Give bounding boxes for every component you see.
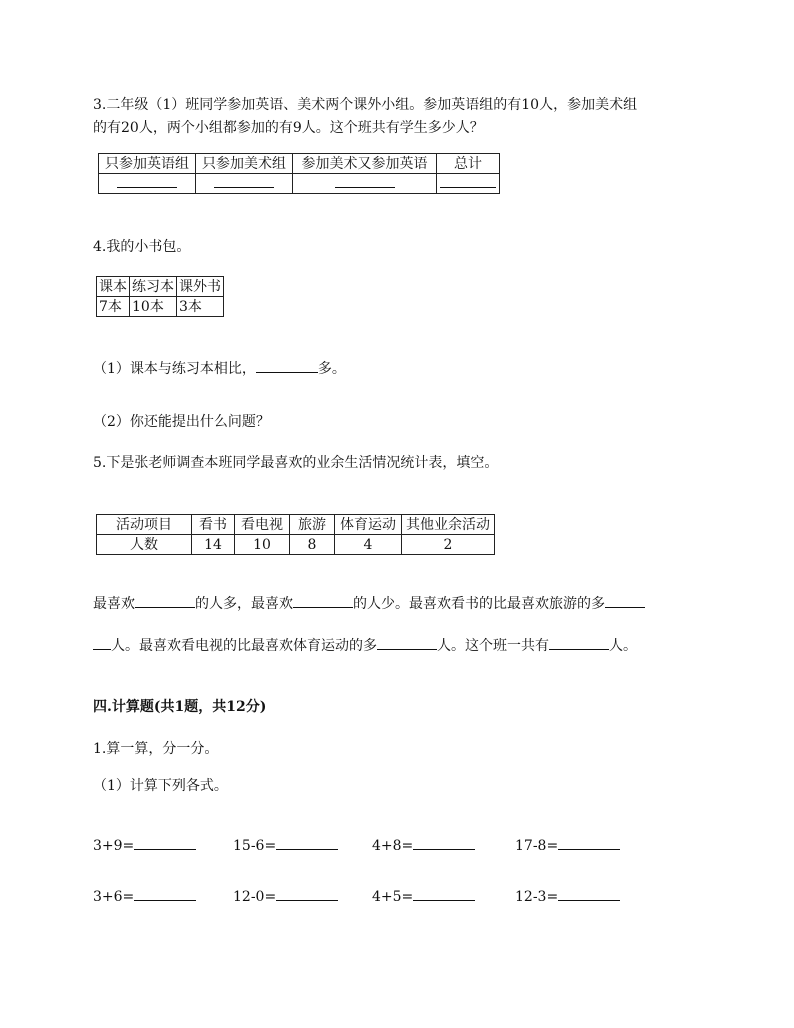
q5-header-other: 其他业余活动	[402, 515, 495, 535]
q4-value-textbook: 7本	[97, 297, 130, 317]
calc-item	[233, 885, 338, 907]
q3-header-art-only: 只参加美术组	[196, 154, 293, 174]
calc-item	[93, 885, 196, 907]
q3-answer-english-only[interactable]	[99, 174, 196, 194]
calc-expression: 4+5=	[372, 889, 414, 905]
q5-blank-tv-vs-sports[interactable]	[377, 634, 437, 650]
calc-answer-blank[interactable]	[413, 834, 475, 850]
q4-title: 4.我的小书包。	[93, 239, 191, 255]
q5-title: 5.下是张老师调查本班同学最喜欢的业余生活情况统计表，填空。	[93, 455, 499, 471]
q5-count-tv: 10	[235, 535, 290, 555]
q5-table	[96, 514, 495, 555]
q4-header-textbook: 课本	[97, 277, 130, 297]
q5-header-activity: 活动项目	[97, 515, 192, 535]
calc-item	[372, 834, 475, 856]
q5-text-e: 人。这个班一共有	[437, 638, 549, 654]
q5-text-a: 最喜欢	[93, 596, 135, 612]
section4-q1: 1.算一算，分一分。	[93, 741, 219, 757]
q3-answer-total[interactable]	[437, 174, 500, 194]
q3-text-line1: 3.二年级（1）班同学参加英语、美术两个课外小组。参加英语组的有10人，参加美术组	[93, 97, 638, 113]
q3-answer-art-only[interactable]	[196, 174, 293, 194]
calc-expression: 17-8=	[515, 838, 559, 854]
calc-item	[515, 834, 620, 856]
q4-sub1-blank[interactable]	[256, 357, 318, 373]
q4-value-extra-book: 3本	[177, 297, 224, 317]
q5-text-d: 人。最喜欢看电视的比最喜欢体育运动的多	[111, 638, 377, 654]
q3-table	[98, 153, 500, 194]
q5-text-f: 人。	[609, 638, 637, 654]
calc-expression: 3+6=	[93, 889, 135, 905]
q5-blank-least[interactable]	[293, 592, 353, 608]
q5-blank-reading-vs-travel-cont[interactable]	[93, 634, 111, 650]
q4-header-extra-book: 课外书	[177, 277, 224, 297]
q5-count-other: 2	[402, 535, 495, 555]
q3-header-both: 参加美术又参加英语	[293, 154, 437, 174]
calc-answer-blank[interactable]	[276, 885, 338, 901]
section4-heading: 四.计算题(共1题，共12分)	[93, 699, 267, 715]
q3-header-total: 总计	[437, 154, 500, 174]
q3-header-english-only: 只参加英语组	[99, 154, 196, 174]
q5-text-c: 的人少。最喜欢看书的比最喜欢旅游的多	[353, 596, 605, 612]
q4-sub1-prefix: （1）课本与练习本相比，	[93, 361, 256, 377]
q5-blank-reading-vs-travel[interactable]	[605, 592, 645, 608]
calc-answer-blank[interactable]	[558, 834, 620, 850]
calc-expression: 3+9=	[93, 838, 135, 854]
calc-item	[515, 885, 620, 907]
calc-answer-blank[interactable]	[134, 885, 196, 901]
q5-header-tv: 看电视	[235, 515, 290, 535]
calc-item	[233, 834, 338, 856]
q5-paragraph-line2	[93, 634, 637, 656]
section4-sub1: （1）计算下列各式。	[93, 778, 228, 794]
calc-expression: 15-6=	[233, 838, 277, 854]
q5-label-count: 人数	[97, 535, 192, 555]
q5-count-sports: 4	[335, 535, 402, 555]
calc-expression: 12-0=	[233, 889, 277, 905]
q5-blank-class-total[interactable]	[549, 634, 609, 650]
calc-answer-blank[interactable]	[276, 834, 338, 850]
q4-sub1	[93, 357, 346, 379]
q4-value-exercise-book: 10本	[130, 297, 177, 317]
q4-sub1-suffix: 多。	[317, 361, 346, 377]
calc-expression: 4+8=	[372, 838, 414, 854]
q5-count-reading: 14	[192, 535, 235, 555]
q4-sub2: （2）你还能提出什么问题？	[93, 414, 270, 430]
calc-item	[372, 885, 475, 907]
q5-header-sports: 体育运动	[335, 515, 402, 535]
q5-text-b: 的人多，最喜欢	[195, 596, 293, 612]
q4-header-exercise-book: 练习本	[130, 277, 177, 297]
calc-answer-blank[interactable]	[413, 885, 475, 901]
q5-paragraph-line1	[93, 592, 645, 614]
calc-item	[93, 834, 196, 856]
calc-answer-blank[interactable]	[558, 885, 620, 901]
q5-blank-most[interactable]	[135, 592, 195, 608]
q5-count-travel: 8	[290, 535, 335, 555]
q3-answer-both[interactable]	[293, 174, 437, 194]
q4-table	[96, 276, 224, 317]
q5-header-travel: 旅游	[290, 515, 335, 535]
calc-answer-blank[interactable]	[134, 834, 196, 850]
calc-expression: 12-3=	[515, 889, 559, 905]
q5-header-reading: 看书	[192, 515, 235, 535]
q3-text-line2: 的有20人，两个小组都参加的有9人。这个班共有学生多少人？	[93, 120, 484, 136]
